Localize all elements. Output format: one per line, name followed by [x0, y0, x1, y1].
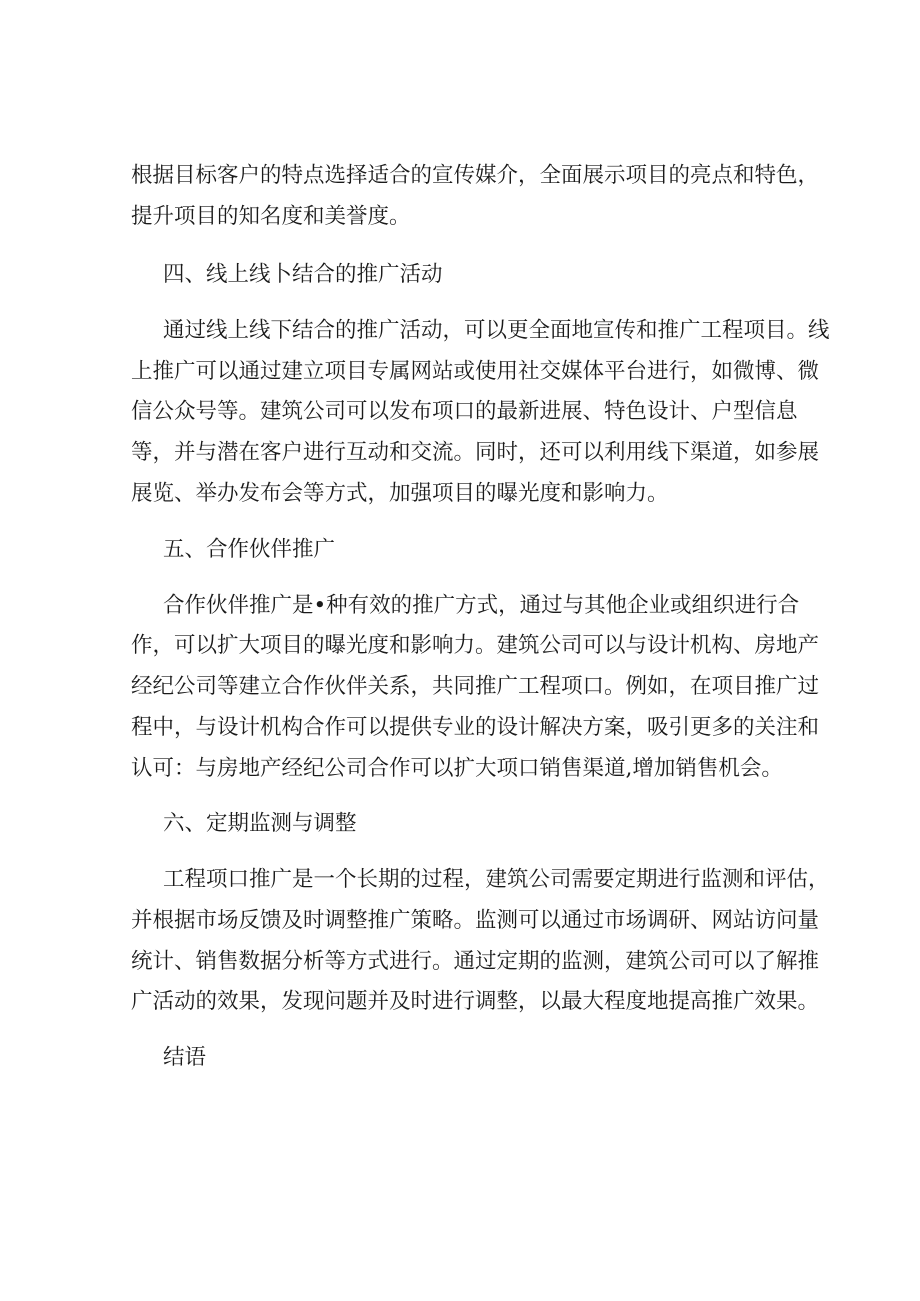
paragraph-line — [0, 438, 920, 468]
paragraph-line — [0, 161, 920, 191]
paragraph-line — [0, 357, 920, 387]
paragraph-line — [0, 202, 920, 232]
paragraph-line — [0, 316, 920, 346]
paragraph-text: 等，并与潜在客户进行互动和交流。同时，还可以利用线下渠道，如参展 — [131, 440, 820, 465]
paragraph-text: 提升项目的知名度和美誉度。 — [131, 204, 411, 229]
paragraph-text: 认可：与房地产经纪公司合作可以扩大项口销售渠道,增加销售机会。 — [131, 756, 783, 781]
paragraph-text: 通过线上线下结合的推广活动，可以更全面地宣传和推广工程项目。线 — [163, 318, 830, 343]
paragraph-line — [0, 906, 920, 936]
paragraph-line — [0, 713, 920, 743]
section-heading — [0, 535, 920, 565]
paragraph-line — [0, 631, 920, 661]
section-heading-text: 六、定期监测与调整 — [163, 811, 357, 836]
paragraph-text: 经纪公司等建立合作伙伴关系，共同推广工程项口。例如，在项目推广过 — [131, 674, 820, 699]
paragraph-text: 并根据市场反馈及时调整推广策略。监测可以通过市场调研、网站访问量 — [131, 908, 820, 933]
section-heading-text: 结语 — [163, 1045, 207, 1070]
paragraph-line — [0, 865, 920, 895]
paragraph-text: 统计、销售数据分析等方式进行。通过定期的监测，建筑公司可以了解推 — [131, 949, 820, 974]
section-heading-text: 四、线上线卜结合的推广活动 — [163, 262, 443, 287]
paragraph-line — [0, 672, 920, 702]
paragraph-line — [0, 397, 920, 427]
section-heading-text: 五、合作伙伴推广 — [163, 537, 336, 562]
paragraph-line — [0, 754, 920, 784]
paragraph-text: 上推广可以通过建立项目专属网站或使用社交媒体平台进行，如微博、微 — [131, 359, 820, 384]
paragraph-text: 信公众号等。建筑公司可以发布项口的最新进展、特色设计、户型信息 — [131, 399, 798, 424]
paragraph-text: 合作伙伴推广是•种有效的推广方式，通过与其他企业或组织进行合 — [163, 593, 800, 618]
paragraph-line — [0, 987, 920, 1017]
paragraph-text: 工程项口推广是一个长期的过程，建筑公司需要定期进行监测和评估， — [163, 867, 830, 892]
section-heading — [0, 1043, 920, 1073]
paragraph-text: 程中，与设计机构合作可以提供专业的设计解决方案，吸引更多的关注和 — [131, 715, 820, 740]
paragraph-text: 作，可以扩大项目的曝光度和影响力。建筑公司可以与设计机构、房地产 — [131, 633, 820, 658]
paragraph-line — [0, 591, 920, 621]
paragraph-line — [0, 479, 920, 509]
paragraph-line — [0, 947, 920, 977]
paragraph-text: 展览、举办发布会等方式，加强项目的曝光度和影响力。 — [131, 481, 669, 506]
section-heading — [0, 260, 920, 290]
section-heading — [0, 809, 920, 839]
paragraph-text: 根据目标客户的特点选择适合的宣传媒介，全面展示项目的亮点和特色， — [131, 163, 820, 188]
paragraph-text: 广活动的效果，发现问题并及时进行调整，以最大程度地提高推广效果。 — [131, 989, 820, 1014]
